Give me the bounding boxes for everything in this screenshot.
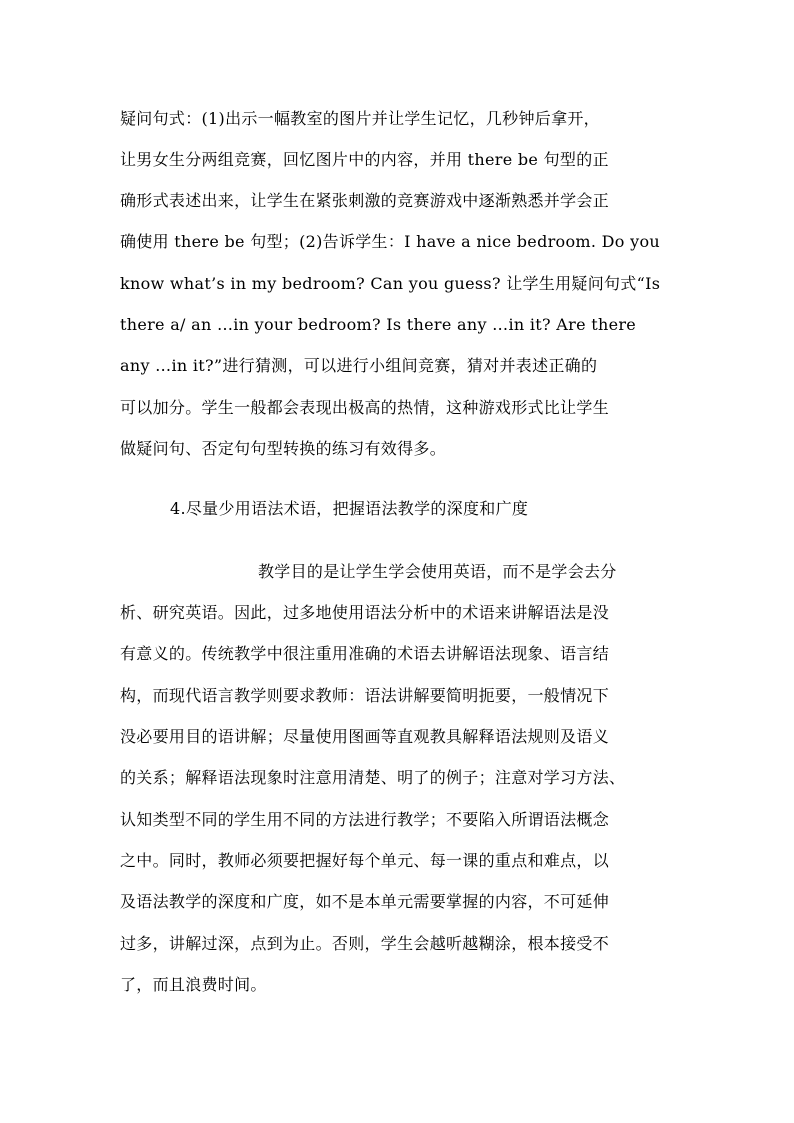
paragraph-2-line-11: 了，而且浪费时间。 xyxy=(120,975,267,994)
paragraph-2-line-10: 过多，讲解过深，点到为止。否则，学生会越听越糊涂，根本接受不 xyxy=(120,934,610,953)
paragraph-1-line-4: 确使用 there be 句型；(2)告诉学生：I have a nice bedroom. Do you xyxy=(120,232,660,251)
paragraph-1-line-2: 让男女生分两组竞赛，回忆图片中的内容，并用 there be 句型的正 xyxy=(120,150,609,169)
paragraph-1-line-9: 做疑问句、否定句句型转换的练习有效得多。 xyxy=(120,439,447,458)
paragraph-2-line-6: 的关系；解释语法现象时注意用清楚、明了的例子；注意对学习方法、 xyxy=(120,768,626,787)
paragraph-2-line-7: 认知类型不同的学生用不同的方法进行教学；不要陷入所谓语法概念 xyxy=(120,810,610,829)
paragraph-1-line-8: 可以加分。学生一般都会表现出极高的热情，这种游戏形式比让学生 xyxy=(120,398,610,417)
paragraph-2-line-2: 析、研究英语。因此，过多地使用语法分析中的术语来讲解语法是没 xyxy=(120,603,610,622)
paragraph-1-line-7: any …in it?”进行猜测，可以进行小组间竞赛，猜对并表述正确的 xyxy=(120,356,598,375)
section-heading: 4.尽量少用语法术语，把握语法教学的深度和广度 xyxy=(170,499,529,518)
paragraph-2-line-8: 之中。同时，教师必须要把握好每个单元、每一课的重点和难点，以 xyxy=(120,851,610,870)
paragraph-2-line-4: 构，而现代语言教学则要求教师：语法讲解要简明扼要，一般情况下 xyxy=(120,686,610,705)
paragraph-2-line-3: 有意义的。传统教学中很注重用准确的术语去讲解语法现象、语言结 xyxy=(120,644,610,663)
paragraph-2-line-9: 及语法教学的深度和广度，如不是本单元需要掌握的内容，不可延伸 xyxy=(120,892,610,911)
paragraph-1-line-6: there a/ an …in your bedroom? Is there any …in it? Are there xyxy=(120,315,637,334)
paragraph-1-line-3: 确形式表述出来，让学生在紧张刺激的竞赛游戏中逐渐熟悉并学会正 xyxy=(120,191,610,210)
paragraph-2-line-5: 没必要用目的语讲解；尽量使用图画等直观教具解释语法规则及语义 xyxy=(120,727,610,746)
paragraph-1-line-1: 疑问句式：(1)出示一幅教室的图片并让学生记忆，几秒钟后拿开， xyxy=(120,109,600,128)
paragraph-2-line-1: 教学目的是让学生学会使用英语，而不是学会去分 xyxy=(258,562,617,581)
paragraph-1-line-5: know what’s in my bedroom? Can you guess? 让学生用疑问句式“Is xyxy=(120,274,661,293)
